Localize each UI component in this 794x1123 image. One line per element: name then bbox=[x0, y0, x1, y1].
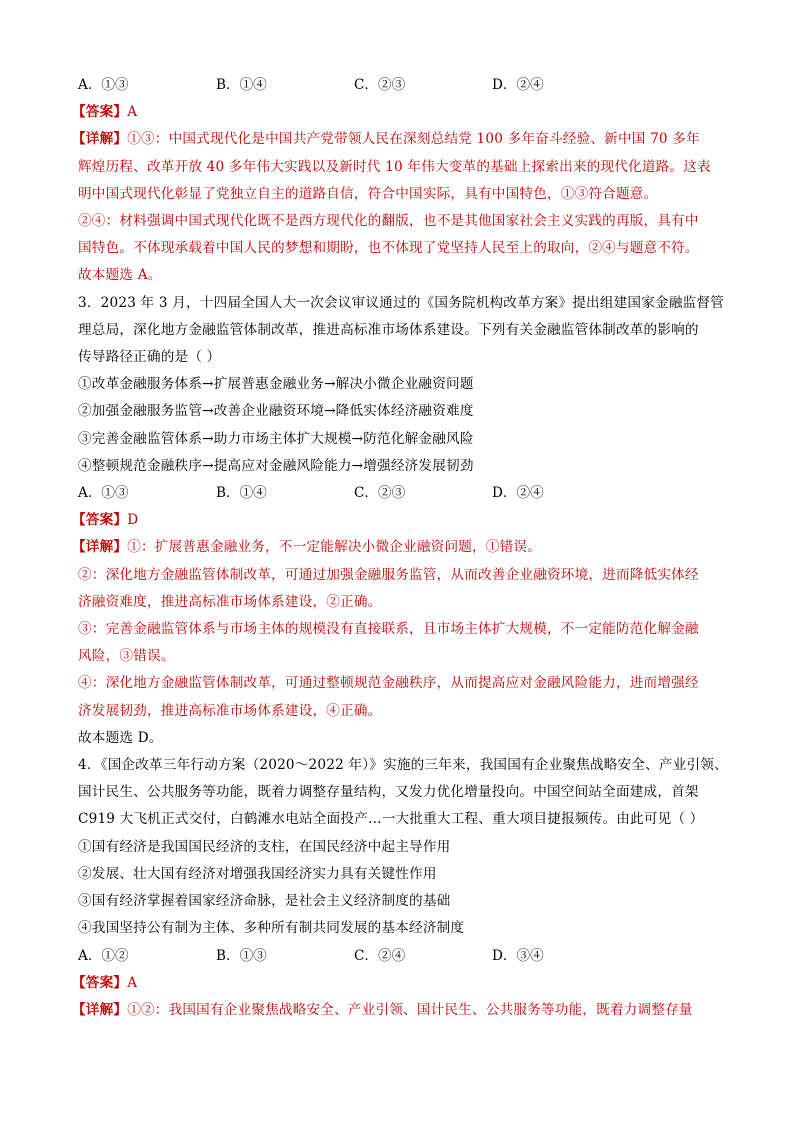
answer-tag: 【答案】 bbox=[72, 512, 128, 529]
q3-option-c: C．②③ bbox=[354, 485, 406, 502]
q2-options bbox=[78, 72, 718, 99]
answer-value: D bbox=[127, 512, 139, 529]
q3-detail-4-line-2: 济发展韧劲，推进高标准市场体系建设，④正确。 bbox=[78, 702, 382, 719]
q4-options bbox=[78, 943, 718, 970]
q4-statement-2: ②发展、壮大国有经济对增强我国经济实力具有关键性作用 bbox=[78, 865, 437, 882]
q2-option-d: D．②④ bbox=[492, 77, 544, 93]
q4-stem-line-1: 4．《国企改革三年行动方案（2020～2022 年）》实施的三年来，我国国有企业聚焦战略安全、产业引领、 bbox=[78, 757, 728, 774]
q2-conclusion: 故本题选 A。 bbox=[78, 267, 162, 284]
q3-conclusion: 故本题选 D。 bbox=[78, 729, 163, 746]
answer-tag: 【答案】 bbox=[72, 974, 128, 991]
q2-detail-1-line-1: 【详解】①③：中国式现代化是中国共产党带领人民在深刻总结党 100 多年奋斗经验、新中国 70 多年 bbox=[72, 131, 700, 148]
q4-answer bbox=[72, 970, 718, 997]
q3-detail-2-line-1: ②：深化地方金融监管体制改革，可通过加强金融服务监管，从而改善企业融资环境，进而降低实体经 bbox=[78, 566, 699, 583]
q2-detail-2-line-1: ②④：材料强调中国式现代化既不是西方现代化的翻版，也不是其他国家社会主义实践的再版，具有中 bbox=[78, 213, 699, 230]
answer-value: A bbox=[127, 974, 138, 991]
q4-statement-3: ③国有经济掌握着国家经济命脉，是社会主义经济制度的基础 bbox=[78, 893, 451, 910]
q4-option-a: A．①② bbox=[78, 947, 129, 964]
q3-option-d: D．②④ bbox=[492, 485, 544, 502]
q3-stem-line-3: 传导路径正确的是（ ） bbox=[78, 349, 221, 366]
q3-answer bbox=[72, 507, 718, 534]
detail-tag: 【详解】 bbox=[72, 1001, 128, 1018]
q3-stem-line-2: 理总局，深化地方金融监管体制改革，推进高标准市场体系建设。下列有关金融监管体制改革的影响的 bbox=[78, 321, 699, 338]
q3-option-b: B．①④ bbox=[216, 485, 267, 502]
q3-detail-3-line-2: 风险，③错误。 bbox=[78, 648, 175, 665]
q2-option-a: A．①③ bbox=[78, 77, 129, 93]
document-page bbox=[72, 72, 728, 1024]
detail-tag: 【详解】 bbox=[72, 539, 128, 556]
q2-detail-2-line-2: 国特色。不体现承载着中国人民的梦想和期盼，也不体现了党坚持人民至上的取向，②④与题意不符。 bbox=[78, 240, 699, 257]
q4-detail-1: 【详解】①②：我国国有企业聚焦战略安全、产业引领、国计民生、公共服务等功能，既着力调整存量 bbox=[72, 1001, 693, 1018]
q2-answer bbox=[72, 99, 718, 126]
detail-tag: 【详解】 bbox=[72, 131, 128, 148]
q3-statement-2: ②加强金融服务监管→改善企业融资环境→降低实体经济融资难度 bbox=[78, 403, 474, 420]
q3-statement-4: ④整顿规范金融秩序→提高应对金融风险能力→增强经济发展韧劲 bbox=[78, 457, 474, 474]
q4-option-d: D．③④ bbox=[492, 947, 544, 964]
q3-detail-3-line-1: ③：完善金融监管体系与市场主体的规模没有直接联系，且市场主体扩大规模，不一定能防范化解金融 bbox=[78, 621, 699, 638]
q4-option-c: C．②④ bbox=[354, 947, 406, 964]
q3-options bbox=[78, 480, 718, 507]
q2-detail-1-line-3: 明中国式现代化彰显了党独立自主的道路自信，符合中国实际，具有中国特色，①③符合题意。 bbox=[78, 185, 658, 202]
q2-option-b: B．①④ bbox=[216, 77, 267, 93]
q2-detail-1-line-2: 辉煌历程、改革开放 40 多年伟大实践以及新时代 10 年伟大变革的基础上探索出来的现代化道路。这表 bbox=[78, 158, 711, 175]
q3-option-a: A．①③ bbox=[78, 485, 129, 502]
q3-stem-line-1: 3．2023 年 3 月，十四届全国人大一次会议审议通过的《国务院机构改革方案》提出组建国家金融监督管 bbox=[78, 294, 724, 311]
q3-statement-3: ③完善金融监管体系→助力市场主体扩大规模→防范化解金融风险 bbox=[78, 430, 474, 447]
q2-option-c: C．②③ bbox=[354, 77, 406, 93]
q4-statement-4: ④我国坚持公有制为主体、多种所有制共同发展的基本经济制度 bbox=[78, 920, 465, 937]
q3-detail-4-line-1: ④：深化地方金融监管体制改革，可通过整顿规范金融秩序，从而提高应对金融风险能力，进而增强经 bbox=[78, 675, 699, 692]
q3-statement-1: ①改革金融服务体系→扩展普惠金融业务→解决小微企业融资问题 bbox=[78, 376, 474, 393]
answer-value: A bbox=[127, 104, 138, 121]
answer-tag: 【答案】 bbox=[72, 104, 128, 121]
q3-detail-2-line-2: 济融资难度，推进高标准市场体系建设，②正确。 bbox=[78, 593, 382, 610]
q4-option-b: B．①③ bbox=[216, 947, 267, 964]
q4-statement-1: ①国有经济是我国国民经济的支柱，在国民经济中起主导作用 bbox=[78, 838, 451, 855]
q4-stem-line-3: C919 大飞机正式交付，白鹤滩水电站全面投产…一大批重大工程、重大项目捷报频传。由此可见（ ） bbox=[78, 811, 704, 828]
q3-detail-1: 【详解】①：扩展普惠金融业务，不一定能解决小微企业融资问题，①错误。 bbox=[72, 539, 541, 556]
q4-stem-line-2: 国计民生、公共服务等功能，既着力调整存量结构，又发力优化增量投向。中国空间站全面建成，首架 bbox=[78, 784, 699, 801]
